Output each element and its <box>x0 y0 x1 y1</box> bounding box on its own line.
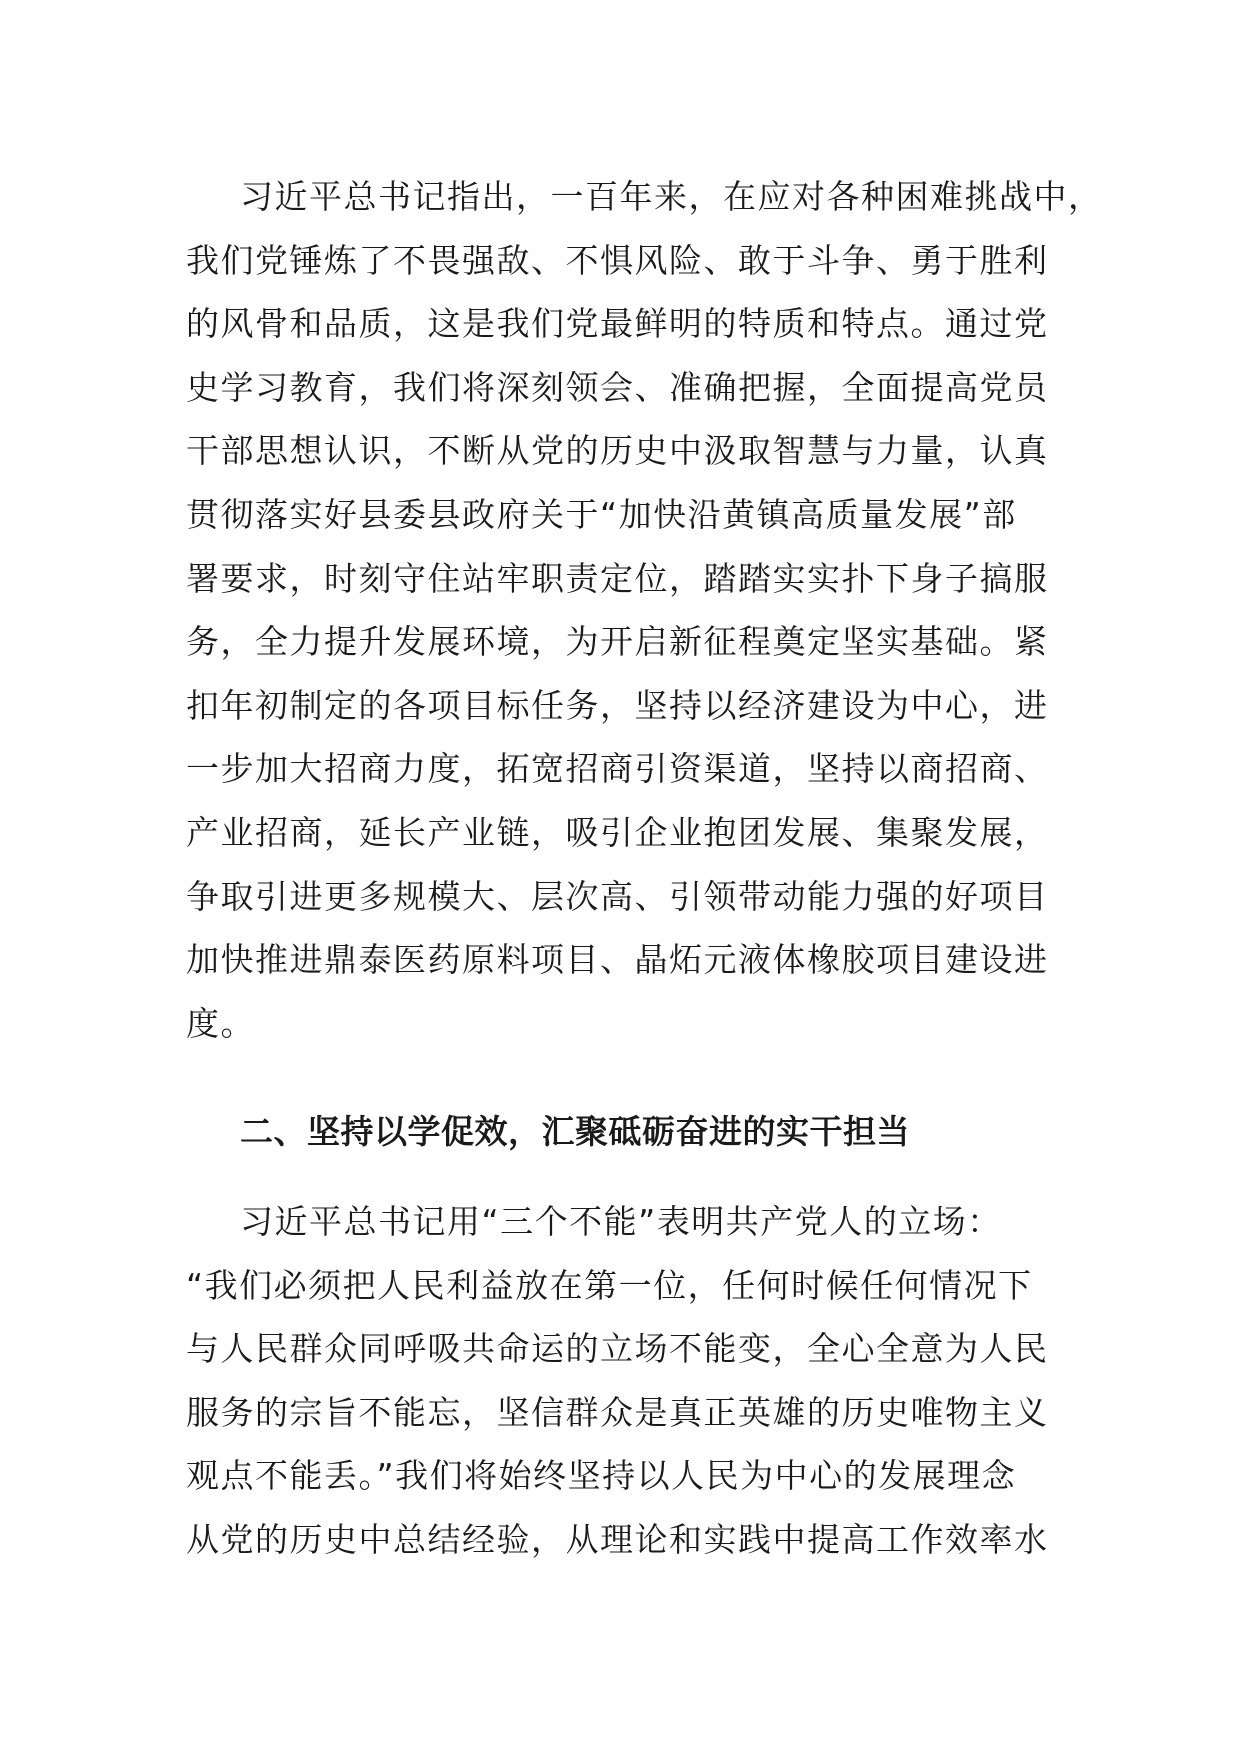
paragraph-line: 与人民群众同呼吸共命运的立场不能变，全心全意为人民 <box>186 1329 1049 1369</box>
paragraph-line: 务，全力提升发展环境，为开启新征程奠定坚实基础。紧 <box>186 622 1049 662</box>
body-paragraph-2 <box>186 1190 1056 1572</box>
paragraph-line: 史学习教育，我们将深刻领会、准确把握，全面提高党员 <box>186 367 1049 407</box>
paragraph-line: 的风骨和品质，这是我们党最鲜明的特质和特点。通过党 <box>186 304 1049 344</box>
paragraph-line: 习近平总书记用“三个不能”表明共产党人的立场： <box>240 1202 1002 1241</box>
paragraph-line: 署要求，时刻守住站牢职责定位，踏踏实实扑下身子搞服 <box>186 558 1049 598</box>
paragraph-line: 习近平总书记指出，一百年来，在应对各种困难挑战中， <box>240 177 1103 216</box>
paragraph-line: 加快推进鼎泰医药原料项目、晶炻元液体橡胶项目建设进 <box>186 940 1049 980</box>
section-heading: 二、坚持以学促效，汇聚砥砺奋进的实干担当 <box>240 1112 910 1151</box>
paragraph-line: 从党的历史中总结经验，从理论和实践中提高工作效率水 <box>186 1519 1049 1559</box>
body-paragraph-1 <box>186 165 1103 1055</box>
paragraph-line: 一步加大招商力度，拓宽招商引资渠道，坚持以商招商、 <box>186 749 1049 789</box>
paragraph-line: 产业招商，延长产业链，吸引企业抱团发展、集聚发展， <box>186 812 1049 852</box>
paragraph-line: 度。 <box>186 1003 255 1043</box>
paragraph-line: 我们党锤炼了不畏强敌、不惧风险、敢于斗争、勇于胜利 <box>186 240 1049 280</box>
paragraph-line: 扣年初制定的各项目标任务，坚持以经济建设为中心，进 <box>186 685 1049 725</box>
paragraph-line: 争取引进更多规模大、层次高、引领带动能力强的好项目 <box>186 876 1049 916</box>
paragraph-line: “我们必须把人民利益放在第一位，任何时候任何情况下 <box>186 1265 1033 1305</box>
paragraph-line: 贯彻落实好县委县政府关于“加快沿黄镇高质量发展”部 <box>186 494 1017 534</box>
paragraph-line: 服务的宗旨不能忘，坚信群众是真正英雄的历史唯物主义 <box>186 1392 1049 1432</box>
paragraph-line: 观点不能丢。”我们将始终坚持以人民为中心的发展理念 <box>186 1456 1017 1496</box>
paragraph-line: 干部思想认识，不断从党的历史中汲取智慧与力量，认真 <box>186 431 1049 471</box>
